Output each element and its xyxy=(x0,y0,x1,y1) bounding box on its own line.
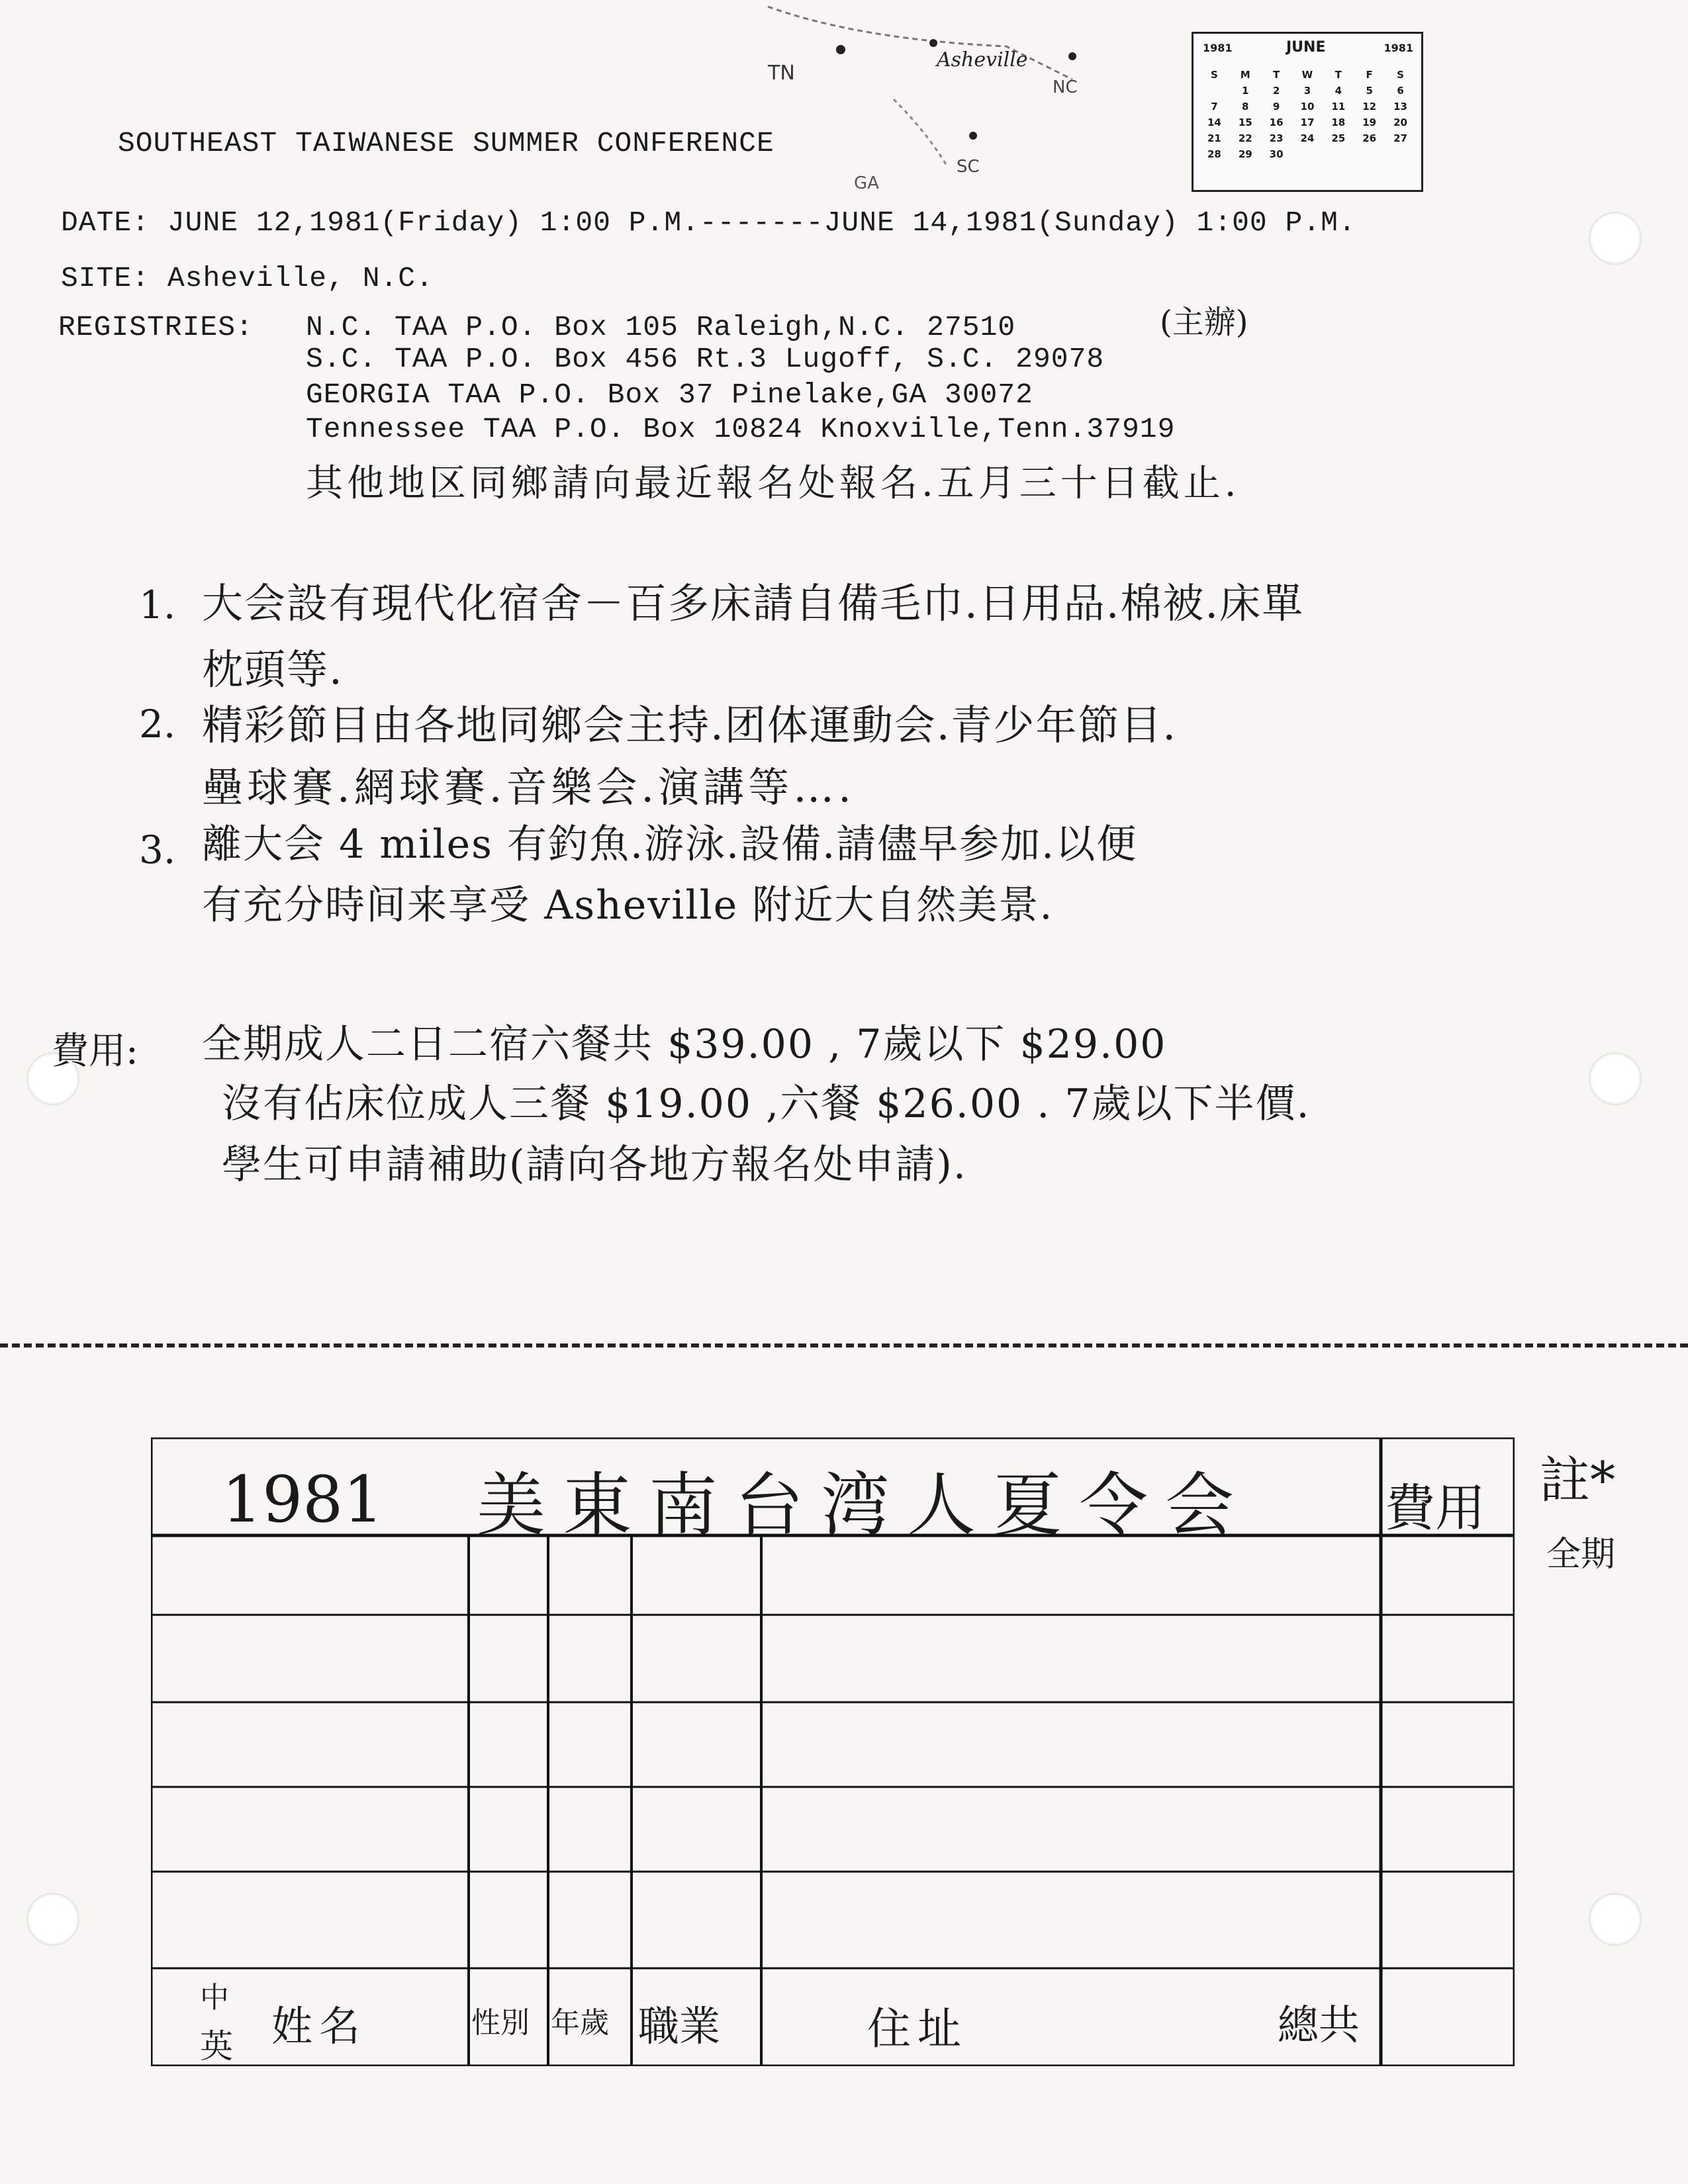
calendar-cell: 14 xyxy=(1207,116,1221,128)
item-1-number: 1. xyxy=(139,582,176,627)
item-2-number: 2. xyxy=(139,702,176,747)
item-2-line-2: 壘球賽.網球賽.音樂会.演講等…. xyxy=(202,763,855,811)
calendar-cell: T xyxy=(1272,69,1280,81)
calendar-cell: 4 xyxy=(1335,85,1342,97)
calendar-cell: 3 xyxy=(1303,85,1311,97)
calendar-cell: 27 xyxy=(1393,132,1407,144)
item-1-line-2: 枕頭等. xyxy=(202,645,344,694)
calendar-cell: W xyxy=(1301,69,1313,81)
col-name-bottom: 英 xyxy=(200,2027,233,2066)
form-year: 1981 xyxy=(222,1463,384,1537)
calendar-cell: 6 xyxy=(1397,85,1404,97)
june-calendar xyxy=(1192,32,1423,192)
calendar-cell: 5 xyxy=(1366,85,1373,97)
registries-label: REGISTRIES: xyxy=(58,311,254,343)
col-name: 姓名 xyxy=(271,2002,367,2050)
calendar-cell: S xyxy=(1211,69,1218,81)
calendar-cell: 1 xyxy=(1242,85,1249,97)
calendar-cell: 18 xyxy=(1331,116,1346,128)
calendar-week xyxy=(1199,83,1416,99)
form-title: 美東南台湾人夏令会 xyxy=(477,1465,1252,1545)
fees-line-1: 全期成人二日二宿六餐共 $39.00 , 7歲以下 $29.00 xyxy=(202,1021,1167,1068)
cut-line xyxy=(0,1343,1688,1347)
calendar-cell: 9 xyxy=(1272,101,1280,113)
form-note-header: 註* xyxy=(1540,1451,1615,1510)
other-regions-note: 其他地区同鄉請向最近報名处報名.五月三十日截止. xyxy=(306,462,1241,505)
calendar-year-right: 1981 xyxy=(1383,42,1413,54)
calendar-cell: 22 xyxy=(1238,132,1252,144)
col-total: 總共 xyxy=(1278,2001,1360,2049)
fees-line-3: 學生可申請補助(請向各地方報名处申請). xyxy=(222,1142,967,1188)
map-label-asheville: Asheville xyxy=(937,48,1028,71)
fees-line-2: 沒有佔床位成人三餐 $19.00 ,六餐 $26.00 . 7歲以下半價. xyxy=(222,1081,1311,1127)
item-1-line-1: 大会設有現代化宿舍－百多床請自備毛巾.日用品.棉被.床單 xyxy=(202,579,1305,627)
date-row xyxy=(61,206,1356,239)
calendar-cell xyxy=(1385,146,1416,162)
calendar-cell: 24 xyxy=(1300,132,1315,144)
calendar-cell xyxy=(1199,83,1230,99)
calendar-cell xyxy=(1354,146,1385,162)
calendar-cell: 10 xyxy=(1300,101,1315,113)
calendar-cell: 16 xyxy=(1269,116,1284,128)
col-age: 年歲 xyxy=(551,2006,609,2040)
map-label-sc: SC xyxy=(957,157,980,177)
host-note: (主辦) xyxy=(1160,304,1248,341)
col-sex: 性別 xyxy=(471,2006,530,2040)
calendar-week xyxy=(1199,114,1416,130)
map-label-ga: GA xyxy=(854,173,879,193)
calendar-cell: M xyxy=(1240,69,1250,81)
calendar-cell: 7 xyxy=(1211,101,1218,113)
calendar-cell: 30 xyxy=(1269,148,1284,160)
calendar-week xyxy=(1199,130,1416,146)
registry-nc: N.C. TAA P.O. Box 105 Raleigh,N.C. 27510 xyxy=(306,311,1016,343)
site-label: SITE: xyxy=(61,262,150,295)
calendar-cell: 17 xyxy=(1300,116,1315,128)
calendar-cell: 25 xyxy=(1331,132,1346,144)
punch-hole-bottom-right xyxy=(1589,1893,1642,1946)
date-label: DATE: xyxy=(61,206,150,239)
calendar-cell: 21 xyxy=(1207,132,1221,144)
form-fee-header: 費用 xyxy=(1385,1479,1485,1537)
map-label-nc: NC xyxy=(1053,77,1078,97)
calendar-month: JUNE xyxy=(1286,39,1326,56)
fees-label: 費用: xyxy=(52,1030,138,1073)
punch-hole-top xyxy=(1589,212,1642,265)
region-map-sketch xyxy=(728,0,1099,199)
calendar-week xyxy=(1199,146,1416,162)
calendar-cell: 19 xyxy=(1362,116,1377,128)
calendar-week xyxy=(1199,99,1416,114)
calendar-cell: 23 xyxy=(1269,132,1284,144)
item-3-line-1: 離大会 4 miles 有釣魚.游泳.設備.請儘早参加.以便 xyxy=(202,821,1138,868)
calendar-cell: 11 xyxy=(1331,101,1346,113)
form-note-sub: 全期 xyxy=(1546,1535,1616,1574)
calendar-cell xyxy=(1292,146,1323,162)
col-name-top: 中 xyxy=(200,1981,229,2015)
registry-tn: Tennessee TAA P.O. Box 10824 Knoxville,Tenn.37919 xyxy=(306,413,1176,445)
calendar-cell: 12 xyxy=(1362,101,1377,113)
col-job: 職業 xyxy=(638,2002,721,2050)
punch-hole-middle-right xyxy=(1589,1052,1642,1105)
item-3-number: 3. xyxy=(139,827,176,872)
site-value: Asheville, N.C. xyxy=(167,262,434,295)
calendar-cell: 29 xyxy=(1238,148,1252,160)
calendar-cell: 13 xyxy=(1393,101,1407,113)
item-3-line-2: 有充分時间来享受 Asheville 附近大自然美景. xyxy=(202,882,1054,929)
registry-ga: GEORGIA TAA P.O. Box 37 Pinelake,GA 30072 xyxy=(306,379,1033,411)
punch-hole-bottom xyxy=(26,1893,79,1946)
calendar-cell: 20 xyxy=(1393,116,1407,128)
calendar-cell: 8 xyxy=(1242,101,1249,113)
item-2-line-1: 精彩節目由各地同鄉会主持.团体運動会.青少年節目. xyxy=(202,701,1178,749)
calendar-cell: 2 xyxy=(1272,85,1280,97)
calendar-cell: 15 xyxy=(1238,116,1252,128)
calendar-grid xyxy=(1199,67,1416,162)
calendar-cell: S xyxy=(1397,69,1404,81)
calendar-cell: 28 xyxy=(1207,148,1221,160)
conference-title: SOUTHEAST TAIWANESE SUMMER CONFERENCE xyxy=(118,127,774,159)
calendar-cell: F xyxy=(1366,69,1373,81)
date-value: JUNE 12,1981(Friday) 1:00 P.M.-------JUNE 14,1981(Sunday) 1:00 P.M. xyxy=(167,206,1356,239)
calendar-weekdays xyxy=(1199,67,1416,83)
calendar-cell: T xyxy=(1335,69,1342,81)
registry-sc: S.C. TAA P.O. Box 456 Rt.3 Lugoff, S.C. 29078 xyxy=(306,343,1105,375)
calendar-cell xyxy=(1323,146,1354,162)
map-label-tn: TN xyxy=(768,62,795,85)
site-row xyxy=(61,262,434,295)
calendar-year-left: 1981 xyxy=(1203,42,1233,54)
col-address: 住址 xyxy=(867,2003,968,2054)
calendar-cell: 26 xyxy=(1362,132,1377,144)
